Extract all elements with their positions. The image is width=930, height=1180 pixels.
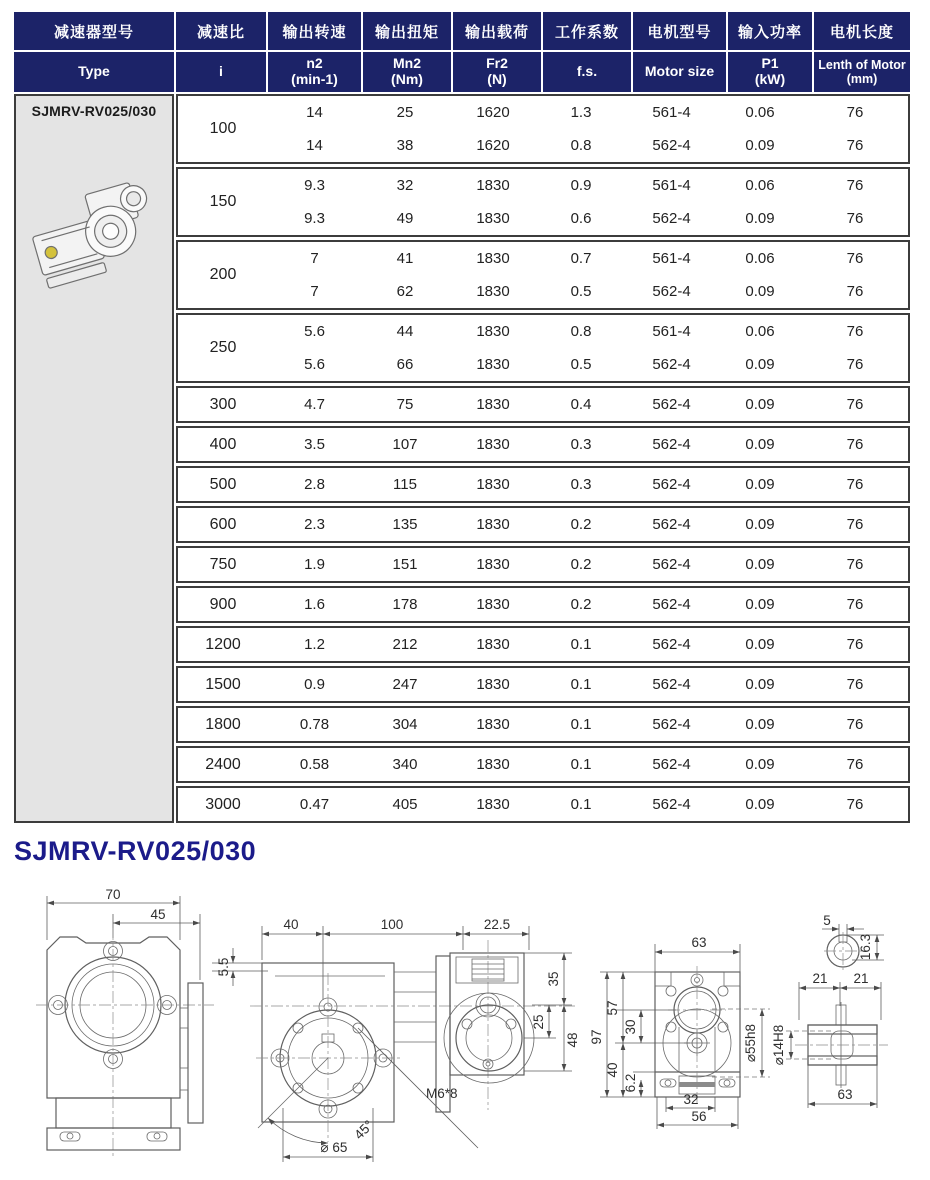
table-row-group xyxy=(176,706,910,743)
value-cell: 76 xyxy=(846,516,864,533)
table-row xyxy=(268,708,908,741)
value-cell: 0.09 xyxy=(745,396,775,413)
product-type-label: SJMRV-RV025/030 xyxy=(31,103,157,119)
table-row xyxy=(268,169,908,202)
header-type-en xyxy=(14,52,174,92)
value-cell: 76 xyxy=(846,796,864,813)
ratio-cell: 250 xyxy=(209,339,237,356)
value-cell: 340 xyxy=(392,756,418,773)
value-cell: 7 xyxy=(310,250,319,267)
value-cell: 0.06 xyxy=(745,177,775,194)
header-ratio-cn: 减速比 xyxy=(176,12,266,50)
header-factor-en xyxy=(543,52,631,92)
value-cell: 212 xyxy=(392,636,418,653)
value-cell: 1830 xyxy=(476,323,510,340)
ratio-cell: 750 xyxy=(209,555,237,573)
table-row-group xyxy=(176,426,910,463)
value-cell: 0.1 xyxy=(570,636,592,653)
header-ratio-en xyxy=(176,52,266,92)
header-line: Fr2 xyxy=(486,55,508,72)
value-cell: 76 xyxy=(846,476,864,493)
value-cell: 562-4 xyxy=(652,436,691,453)
value-cell: 76 xyxy=(846,396,864,413)
header-line: (min-1) xyxy=(291,71,338,87)
value-cell: 562-4 xyxy=(652,676,691,693)
value-cell: 247 xyxy=(392,676,418,693)
value-cell: 49 xyxy=(396,210,414,227)
value-cell: 14 xyxy=(306,104,323,121)
value-cell: 151 xyxy=(392,556,418,573)
value-cell: 562-4 xyxy=(652,556,691,573)
value-cell: 0.09 xyxy=(745,356,775,373)
value-cell: 562-4 xyxy=(652,636,691,653)
table-row xyxy=(268,588,908,621)
value-cell: 0.78 xyxy=(299,716,330,733)
value-cell: 1830 xyxy=(476,436,510,453)
table-row xyxy=(268,129,908,162)
value-cell: 1830 xyxy=(476,636,510,653)
table-row xyxy=(268,628,908,661)
value-cell: 0.06 xyxy=(745,250,775,267)
dim-48: 48 xyxy=(565,1032,580,1048)
dim-45: 45 xyxy=(150,907,166,922)
value-cell: 76 xyxy=(846,137,864,154)
dim-70: 70 xyxy=(105,887,121,902)
table-row xyxy=(268,788,908,821)
header-line: n2 xyxy=(306,55,323,72)
value-cell: 0.09 xyxy=(745,516,775,533)
value-cell: 76 xyxy=(846,636,864,653)
value-cell: 0.06 xyxy=(745,323,775,340)
header-speed-cn: 输出转速 xyxy=(268,12,361,50)
table-row-group xyxy=(176,746,910,783)
value-cell: 1.6 xyxy=(304,596,325,613)
value-cell: 1.3 xyxy=(570,104,592,121)
value-cell: 562-4 xyxy=(652,756,691,773)
header-load-en xyxy=(453,52,541,92)
table-row-group xyxy=(176,313,910,383)
ratio-cell: 1800 xyxy=(205,715,241,733)
value-cell: 562-4 xyxy=(652,356,691,373)
value-cell: 76 xyxy=(846,756,864,773)
table-row xyxy=(268,315,908,348)
value-cell: 75 xyxy=(396,396,414,413)
ratio-cell: 1500 xyxy=(205,675,241,693)
dim-63b: 63 xyxy=(837,1087,853,1102)
value-cell: 1830 xyxy=(476,716,510,733)
header-line: Type xyxy=(78,63,110,80)
value-cell: 76 xyxy=(846,177,864,194)
header-type-cn: 减速器型号 xyxy=(14,12,174,50)
value-cell: 76 xyxy=(846,104,864,121)
value-cell: 1830 xyxy=(476,756,510,773)
ratio-cell: 100 xyxy=(209,120,237,137)
value-cell: 562-4 xyxy=(652,476,691,493)
value-cell: 1830 xyxy=(476,356,510,373)
value-cell: 0.09 xyxy=(745,716,775,733)
value-cell: 0.09 xyxy=(745,283,775,300)
table-row-group xyxy=(176,786,910,823)
dim-25: 25 xyxy=(531,1014,546,1030)
value-cell: 66 xyxy=(396,356,414,373)
header-torque-cn: 输出扭矩 xyxy=(363,12,451,50)
table-rows xyxy=(176,94,910,823)
view-rear xyxy=(589,935,770,1129)
value-cell: 562-4 xyxy=(652,283,691,300)
table-header xyxy=(14,12,910,92)
ratio-cell: 400 xyxy=(209,435,237,453)
value-cell: 1830 xyxy=(476,283,510,300)
value-cell: 76 xyxy=(846,716,864,733)
value-cell: 4.7 xyxy=(304,396,325,413)
header-torque-en xyxy=(363,52,451,92)
table-row-group xyxy=(176,666,910,703)
value-cell: 7 xyxy=(310,283,319,300)
value-cell: 0.58 xyxy=(299,756,330,773)
header-motor-cn: 电机型号 xyxy=(633,12,726,50)
dim-30: 30 xyxy=(623,1019,638,1035)
value-cell: 76 xyxy=(846,323,864,340)
value-cell: 76 xyxy=(846,596,864,613)
technical-drawings xyxy=(0,880,930,1180)
value-cell: 0.09 xyxy=(745,436,775,453)
value-cell: 0.8 xyxy=(570,137,592,154)
value-cell: 0.5 xyxy=(570,283,592,300)
value-cell: 115 xyxy=(393,476,417,493)
value-cell: 1830 xyxy=(476,556,510,573)
ratio-cell: 2400 xyxy=(205,755,241,773)
section-title: SJMRV-RV025/030 xyxy=(14,836,257,866)
header-power-en xyxy=(728,52,812,92)
value-cell: 0.3 xyxy=(570,436,592,453)
value-cell: 1830 xyxy=(476,476,510,493)
ratio-cell: 1200 xyxy=(205,635,241,653)
table-row-group xyxy=(176,546,910,583)
table-body xyxy=(14,94,910,823)
dim-35: 35 xyxy=(546,971,561,987)
dim-97: 97 xyxy=(589,1029,604,1045)
value-cell: 1.2 xyxy=(304,636,325,653)
value-cell: 562-4 xyxy=(652,716,691,733)
value-cell: 0.1 xyxy=(570,796,592,813)
value-cell: 41 xyxy=(396,250,414,267)
table-row-group xyxy=(176,506,910,543)
value-cell: 0.1 xyxy=(570,756,592,773)
spec-table xyxy=(14,12,910,823)
value-cell: 561-4 xyxy=(652,177,691,194)
table-row xyxy=(268,428,908,461)
value-cell: 107 xyxy=(392,436,418,453)
value-cell: 304 xyxy=(392,716,418,733)
header-line: (kW) xyxy=(754,71,786,87)
table-row xyxy=(268,388,908,421)
value-cell: 0.2 xyxy=(570,516,592,533)
header-line: f.s. xyxy=(576,63,598,80)
dim-21-left: 21 xyxy=(812,971,828,986)
value-cell: 0.47 xyxy=(299,796,330,813)
dim-m6x8: M6*8 xyxy=(426,1086,458,1101)
view-side xyxy=(212,917,580,1162)
value-cell: 0.9 xyxy=(304,676,325,693)
dim-40: 40 xyxy=(283,917,299,932)
value-cell: 1620 xyxy=(476,104,510,121)
value-cell: 1830 xyxy=(476,250,510,267)
value-cell: 0.09 xyxy=(745,756,775,773)
dim-d55h8: ⌀55h8 xyxy=(743,1023,758,1063)
dim-100: 100 xyxy=(380,917,404,932)
table-row xyxy=(268,668,908,701)
value-cell: 1830 xyxy=(476,210,510,227)
dim-57: 57 xyxy=(605,1000,620,1016)
value-cell: 1620 xyxy=(476,137,510,154)
value-cell: 0.3 xyxy=(570,476,592,493)
table-row xyxy=(268,202,908,235)
value-cell: 0.06 xyxy=(745,104,775,121)
value-cell: 0.09 xyxy=(745,137,775,154)
value-cell: 76 xyxy=(846,210,864,227)
value-cell: 135 xyxy=(392,516,418,533)
header-line: (N) xyxy=(487,71,507,87)
value-cell: 9.3 xyxy=(304,177,325,194)
table-row xyxy=(268,242,908,275)
header-line: (Nm) xyxy=(391,71,423,87)
value-cell: 76 xyxy=(846,250,864,267)
table-row xyxy=(268,548,908,581)
value-cell: 0.5 xyxy=(570,356,592,373)
dim-6-2: 6.2 xyxy=(623,1073,638,1093)
type-cell xyxy=(14,94,174,823)
table-row-group xyxy=(176,586,910,623)
dim-d65: ⌀ 65 xyxy=(320,1140,348,1155)
value-cell: 0.09 xyxy=(745,476,775,493)
table-row xyxy=(268,348,908,381)
value-cell: 1830 xyxy=(476,396,510,413)
value-cell: 562-4 xyxy=(652,796,691,813)
value-cell: 5.6 xyxy=(304,323,325,340)
value-cell: 0.8 xyxy=(570,323,592,340)
value-cell: 0.9 xyxy=(570,177,592,194)
value-cell: 44 xyxy=(396,323,414,340)
value-cell: 405 xyxy=(392,796,418,813)
table-row-group xyxy=(176,386,910,423)
header-motor-en xyxy=(633,52,726,92)
dim-21-right: 21 xyxy=(853,971,869,986)
value-cell: 0.7 xyxy=(570,250,592,267)
ratio-cell: 600 xyxy=(209,515,237,533)
ratio-cell: 500 xyxy=(209,475,237,493)
value-cell: 0.09 xyxy=(745,210,775,227)
value-cell: 25 xyxy=(396,104,414,121)
value-cell: 1.9 xyxy=(304,556,325,573)
value-cell: 0.09 xyxy=(745,596,775,613)
ratio-cell: 150 xyxy=(209,193,237,210)
value-cell: 2.8 xyxy=(304,476,325,493)
gearbox-product-image xyxy=(20,180,170,305)
header-speed-en xyxy=(268,52,361,92)
value-cell: 0.09 xyxy=(745,676,775,693)
value-cell: 76 xyxy=(846,436,864,453)
header-line: (mm) xyxy=(846,72,878,86)
header-factor-cn: 工作系数 xyxy=(543,12,631,50)
value-cell: 561-4 xyxy=(652,104,691,121)
value-cell: 76 xyxy=(846,676,864,693)
value-cell: 0.09 xyxy=(745,636,775,653)
value-cell: 562-4 xyxy=(652,396,691,413)
value-cell: 9.3 xyxy=(304,210,325,227)
dim-63: 63 xyxy=(691,935,707,950)
dim-45deg: 45° xyxy=(351,1117,377,1143)
value-cell: 2.3 xyxy=(304,516,325,533)
value-cell: 1830 xyxy=(476,516,510,533)
dim-32: 32 xyxy=(683,1092,699,1107)
value-cell: 76 xyxy=(846,556,864,573)
header-line: Motor size xyxy=(644,63,715,80)
table-row xyxy=(268,96,908,129)
table-row-group xyxy=(176,167,910,237)
value-cell: 0.09 xyxy=(745,796,775,813)
header-length-cn: 电机长度 xyxy=(814,12,910,50)
value-cell: 562-4 xyxy=(652,516,691,533)
value-cell: 0.2 xyxy=(570,596,592,613)
dim-16-3: 16.3 xyxy=(858,933,873,961)
ratio-cell: 300 xyxy=(209,395,237,413)
dim-22-5: 22.5 xyxy=(483,917,511,932)
value-cell: 562-4 xyxy=(652,596,691,613)
table-row xyxy=(268,508,908,541)
table-row xyxy=(268,748,908,781)
value-cell: 76 xyxy=(846,283,864,300)
table-row-group xyxy=(176,626,910,663)
value-cell: 0.2 xyxy=(570,556,592,573)
header-power-cn: 输入功率 xyxy=(728,12,812,50)
header-load-cn: 输出载荷 xyxy=(453,12,541,50)
value-cell: 1830 xyxy=(476,177,510,194)
table-row-group xyxy=(176,240,910,310)
header-line: i xyxy=(219,63,223,80)
value-cell: 14 xyxy=(306,137,323,154)
value-cell: 32 xyxy=(396,177,414,194)
value-cell: 5.6 xyxy=(304,356,325,373)
view-shaft xyxy=(771,913,888,1108)
value-cell: 62 xyxy=(396,283,414,300)
ratio-cell: 900 xyxy=(209,595,237,613)
value-cell: 1830 xyxy=(476,676,510,693)
value-cell: 0.4 xyxy=(570,396,592,413)
dim-40b: 40 xyxy=(605,1062,620,1078)
value-cell: 1830 xyxy=(476,596,510,613)
dim-56: 56 xyxy=(691,1109,707,1124)
header-line: Mn2 xyxy=(393,55,421,72)
table-row-group xyxy=(176,466,910,503)
table-row xyxy=(268,275,908,308)
value-cell: 0.1 xyxy=(570,676,592,693)
dim-d14h8: ⌀14H8 xyxy=(771,1024,786,1066)
value-cell: 562-4 xyxy=(652,137,691,154)
header-line: Lenth of Motor xyxy=(818,58,906,72)
header-line: P1 xyxy=(761,55,779,72)
value-cell: 3.5 xyxy=(304,436,325,453)
view-front xyxy=(36,887,214,1156)
dim-5: 5 xyxy=(823,913,831,928)
value-cell: 0.1 xyxy=(570,716,592,733)
ratio-cell: 200 xyxy=(209,266,237,283)
value-cell: 0.6 xyxy=(570,210,592,227)
value-cell: 562-4 xyxy=(652,210,691,227)
table-row xyxy=(268,468,908,501)
table-row-group xyxy=(176,94,910,164)
value-cell: 0.09 xyxy=(745,556,775,573)
value-cell: 38 xyxy=(396,137,414,154)
value-cell: 76 xyxy=(846,356,864,373)
ratio-cell: 3000 xyxy=(205,795,241,813)
dim-5-5: 5.5 xyxy=(216,957,231,977)
header-length-en xyxy=(814,52,910,92)
value-cell: 561-4 xyxy=(652,250,691,267)
value-cell: 178 xyxy=(392,596,418,613)
value-cell: 1830 xyxy=(476,796,510,813)
value-cell: 561-4 xyxy=(652,323,691,340)
